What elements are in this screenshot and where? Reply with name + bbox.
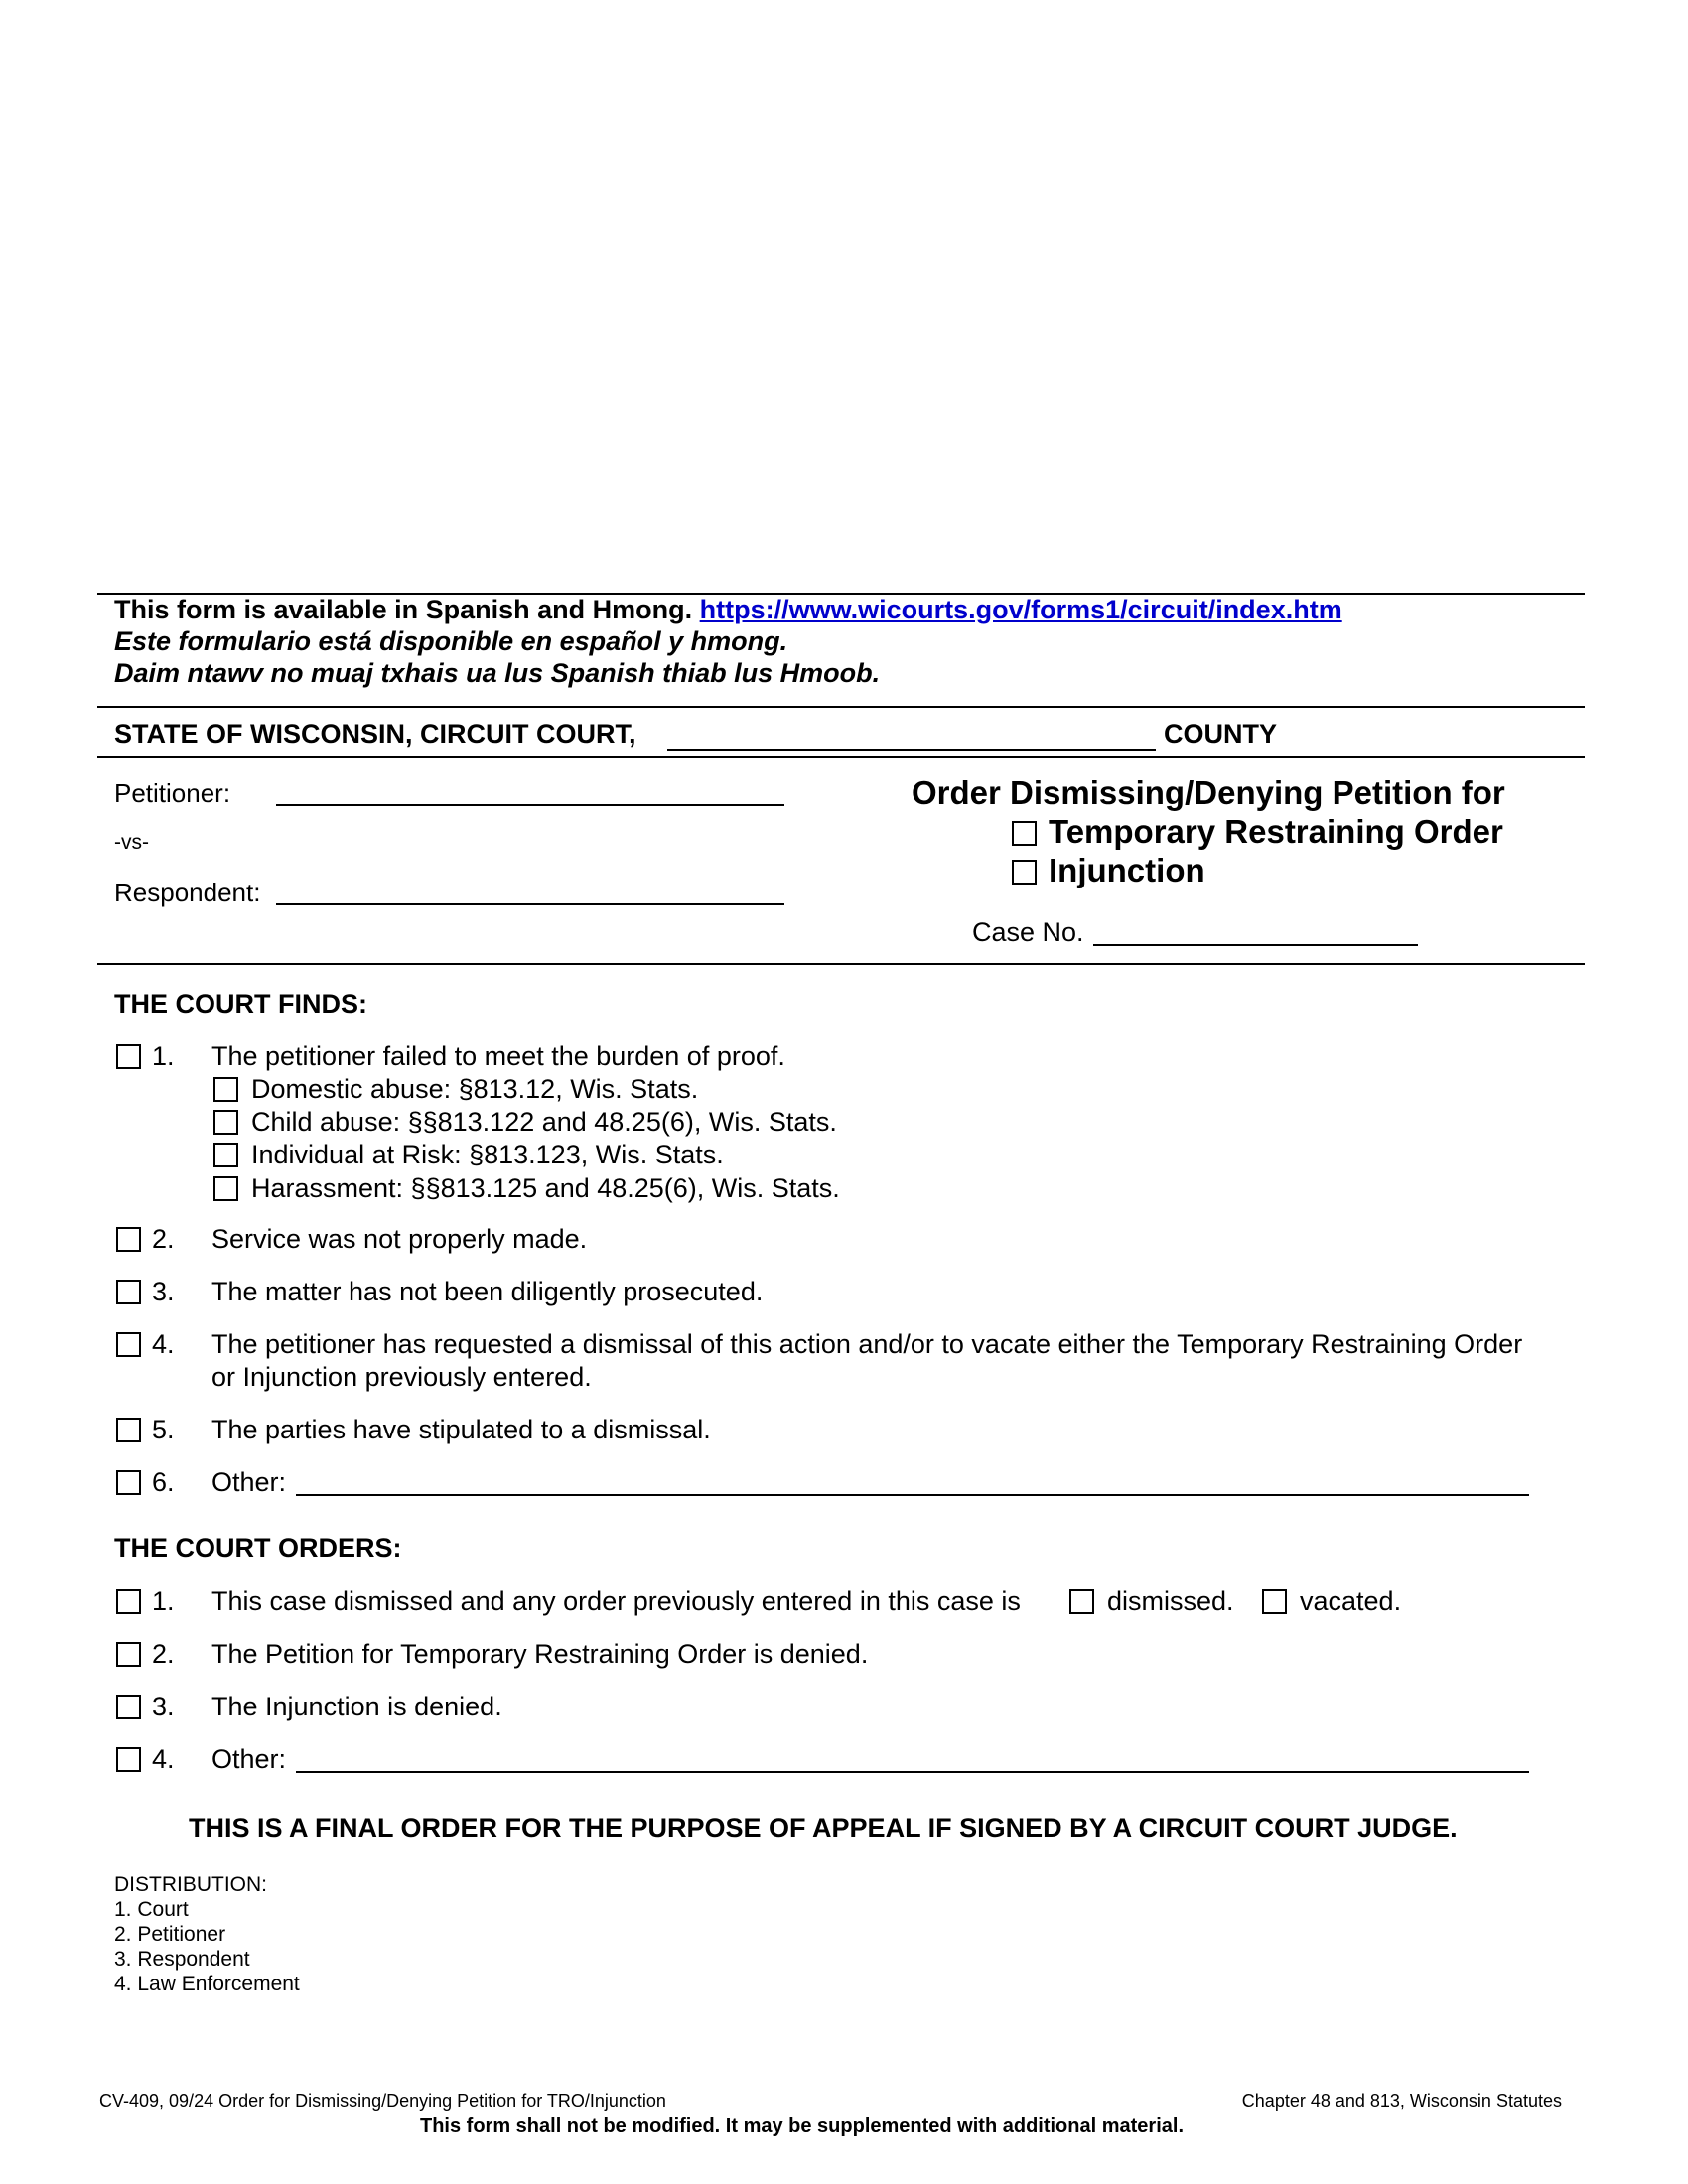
order-1-number: 1. bbox=[152, 1586, 175, 1616]
finding-1-number: 1. bbox=[152, 1041, 175, 1071]
finding-5-text: The parties have stipulated to a dismissal. bbox=[211, 1415, 711, 1444]
sub-finding-domestic-text: Domestic abuse: §813.12, Wis. Stats. bbox=[251, 1074, 699, 1104]
finding-4-text: The petitioner has requested a dismissal of this action and/or to vacate either the Temporary Restraining Order bbox=[211, 1329, 1523, 1359]
finding-2-number: 2. bbox=[152, 1224, 175, 1254]
order-other-field[interactable] bbox=[296, 1771, 1529, 1773]
order-1-checkbox[interactable] bbox=[116, 1589, 141, 1614]
tro-checkbox[interactable] bbox=[1012, 821, 1037, 846]
sub-finding-harassment-text: Harassment: §§813.125 and 48.25(6), Wis. Stats. bbox=[251, 1173, 840, 1203]
caption-rule-bottom bbox=[97, 963, 1585, 965]
orders-heading: THE COURT ORDERS: bbox=[114, 1533, 402, 1563]
language-notice-hmong: Daim ntawv no muaj txhais ua lus Spanish thiab lus Hmoob. bbox=[114, 658, 881, 688]
order-1-text: This case dismissed and any order previously entered in this case is bbox=[211, 1586, 1021, 1616]
distribution-item-petitioner: 2. Petitioner bbox=[114, 1923, 226, 1946]
finding-5-checkbox[interactable] bbox=[116, 1418, 141, 1442]
sub-finding-individual-checkbox[interactable] bbox=[213, 1143, 238, 1167]
order-2-text: The Petition for Temporary Restraining Order is denied. bbox=[211, 1639, 869, 1669]
footer-form-id: CV-409, 09/24 Order for Dismissing/Denying Petition for TRO/Injunction bbox=[99, 2091, 666, 2111]
distribution-item-law-enforcement: 4. Law Enforcement bbox=[114, 1973, 300, 1995]
order-4-checkbox[interactable] bbox=[116, 1747, 141, 1772]
finding-1-checkbox[interactable] bbox=[116, 1044, 141, 1069]
distribution-item-respondent: 3. Respondent bbox=[114, 1948, 250, 1971]
finding-1-text: The petitioner failed to meet the burden of proof. bbox=[211, 1041, 785, 1071]
sub-finding-individual-text: Individual at Risk: §813.123, Wis. Stats. bbox=[251, 1140, 724, 1169]
vs-label: -vs- bbox=[114, 831, 149, 854]
finding-2-checkbox[interactable] bbox=[116, 1227, 141, 1252]
sub-finding-domestic-checkbox[interactable] bbox=[213, 1077, 238, 1102]
distribution-item-court: 1. Court bbox=[114, 1898, 189, 1921]
language-notice-english bbox=[114, 595, 1342, 625]
finding-3-checkbox[interactable] bbox=[116, 1280, 141, 1304]
form-title: Order Dismissing/Denying Petition for bbox=[912, 774, 1505, 811]
tro-option-label: Temporary Restraining Order bbox=[1049, 813, 1503, 850]
finding-other-field[interactable] bbox=[296, 1494, 1529, 1496]
county-field[interactable] bbox=[667, 749, 1156, 751]
footer-notice: This form shall not be modified. It may be supplemented with additional material. bbox=[420, 2116, 1184, 2137]
state-court-label: STATE OF WISCONSIN, CIRCUIT COURT, bbox=[114, 719, 636, 749]
dismissed-checkbox[interactable] bbox=[1069, 1589, 1094, 1614]
case-no-label: Case No. bbox=[972, 917, 1084, 947]
dismissed-label: dismissed. bbox=[1107, 1586, 1234, 1616]
finding-2-text: Service was not properly made. bbox=[211, 1224, 588, 1254]
petitioner-label: Petitioner: bbox=[114, 778, 231, 808]
respondent-label: Respondent: bbox=[114, 878, 261, 907]
finding-3-text: The matter has not been diligently prosecuted. bbox=[211, 1277, 764, 1306]
finding-4-text-continued: or Injunction previously entered. bbox=[211, 1362, 592, 1392]
case-no-field[interactable] bbox=[1093, 944, 1418, 946]
respondent-field[interactable] bbox=[276, 903, 784, 905]
language-notice-text: This form is available in Spanish and Hmong. bbox=[114, 595, 693, 624]
findings-heading: THE COURT FINDS: bbox=[114, 989, 367, 1019]
sub-finding-harassment-checkbox[interactable] bbox=[213, 1176, 238, 1201]
header-rule-bottom bbox=[97, 756, 1585, 758]
final-order-notice: THIS IS A FINAL ORDER FOR THE PURPOSE OF APPEAL IF SIGNED BY A CIRCUIT COURT JUDGE. bbox=[189, 1813, 1458, 1843]
finding-4-number: 4. bbox=[152, 1329, 175, 1359]
order-4-other-label: Other: bbox=[211, 1744, 287, 1774]
petitioner-field[interactable] bbox=[276, 804, 784, 806]
footer-statutes: Chapter 48 and 813, Wisconsin Statutes bbox=[1241, 2091, 1562, 2111]
order-2-checkbox[interactable] bbox=[116, 1642, 141, 1667]
finding-6-checkbox[interactable] bbox=[116, 1470, 141, 1495]
finding-5-number: 5. bbox=[152, 1415, 175, 1444]
county-label: COUNTY bbox=[1164, 719, 1277, 749]
forms-link[interactable]: https://www.wicourts.gov/forms1/circuit/index.htm bbox=[699, 595, 1342, 624]
finding-6-other-label: Other: bbox=[211, 1467, 287, 1497]
order-3-text: The Injunction is denied. bbox=[211, 1692, 502, 1721]
language-notice-spanish: Este formulario está disponible en español y hmong. bbox=[114, 626, 788, 656]
distribution-heading: DISTRIBUTION: bbox=[114, 1873, 268, 1896]
sub-finding-child-text: Child abuse: §§813.122 and 48.25(6), Wis. Stats. bbox=[251, 1107, 837, 1137]
sub-finding-child-checkbox[interactable] bbox=[213, 1110, 238, 1135]
vacated-checkbox[interactable] bbox=[1262, 1589, 1287, 1614]
finding-6-number: 6. bbox=[152, 1467, 175, 1497]
injunction-option-label: Injunction bbox=[1049, 852, 1205, 888]
header-rule-top bbox=[97, 706, 1585, 708]
order-3-checkbox[interactable] bbox=[116, 1695, 141, 1719]
order-4-number: 4. bbox=[152, 1744, 175, 1774]
vacated-label: vacated. bbox=[1300, 1586, 1402, 1616]
finding-3-number: 3. bbox=[152, 1277, 175, 1306]
injunction-checkbox[interactable] bbox=[1012, 860, 1037, 885]
order-2-number: 2. bbox=[152, 1639, 175, 1669]
order-3-number: 3. bbox=[152, 1692, 175, 1721]
finding-4-checkbox[interactable] bbox=[116, 1332, 141, 1357]
